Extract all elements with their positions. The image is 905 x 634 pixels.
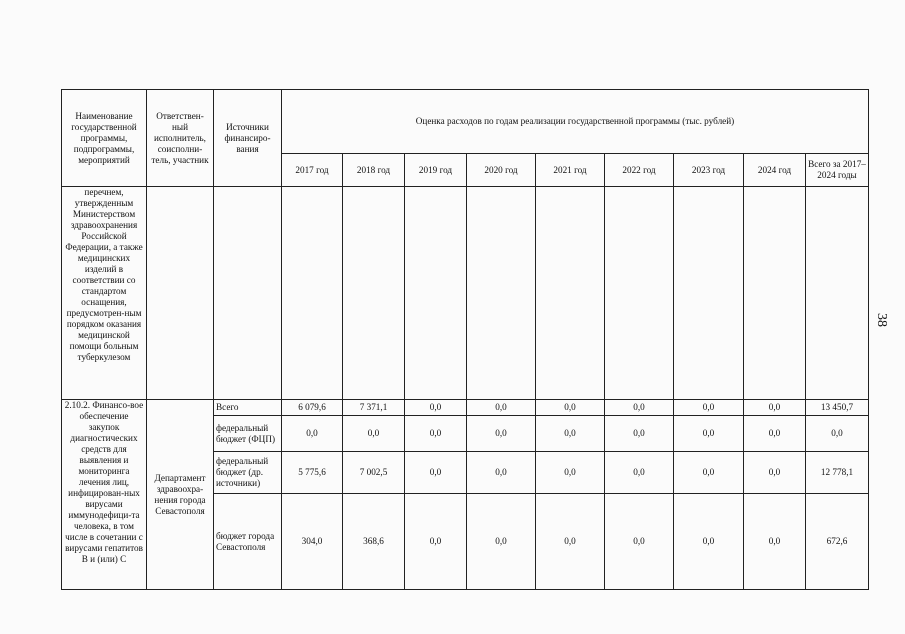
page-number: 38 — [874, 313, 889, 327]
source-total: Всего — [214, 400, 282, 416]
value-cell: 304,0 — [282, 494, 343, 590]
total-cell: 13 450,7 — [806, 400, 869, 416]
budget-table — [61, 89, 869, 590]
value-cell: 368,6 — [343, 494, 405, 590]
value-cell: 0,0 — [467, 494, 536, 590]
col-header-name: Наименование государственной программы, подпрограммы, мероприятий — [62, 90, 147, 187]
value-cell: 0,0 — [674, 494, 744, 590]
source-federal-fcp: федеральный бюджет (ФЦП) — [214, 416, 282, 452]
empty-cell — [806, 187, 869, 400]
empty-cell — [605, 187, 674, 400]
value-cell: 0,0 — [405, 494, 467, 590]
total-header: Всего за 2017–2024 годы — [806, 154, 869, 187]
value-cell: 0,0 — [467, 400, 536, 416]
value-cell: 0,0 — [536, 494, 605, 590]
empty-cell — [536, 187, 605, 400]
value-cell: 0,0 — [405, 452, 467, 494]
value-cell: 6 079,6 — [282, 400, 343, 416]
empty-cell — [343, 187, 405, 400]
value-cell: 0,0 — [467, 452, 536, 494]
value-cell: 0,0 — [674, 452, 744, 494]
col-header-responsible: Ответствен-ный исполнитель, соисполни-тель, участник — [147, 90, 214, 187]
value-cell: 0,0 — [467, 416, 536, 452]
value-cell: 7 002,5 — [343, 452, 405, 494]
value-cell: 0,0 — [744, 494, 806, 590]
value-cell: 0,0 — [605, 416, 674, 452]
value-cell: 0,0 — [744, 452, 806, 494]
total-cell: 672,6 — [806, 494, 869, 590]
year-2017-header: 2017 год — [282, 154, 343, 187]
value-cell: 0,0 — [744, 416, 806, 452]
measure-name: 2.10.2. Финансо-вое обеспечение закупок диагностических средств для выявления и мониторинга лечения лиц, инфицирован-ных вирусами иммунодефици-та человека, в том числе в сочетании с вирусами гепатитов B и (или) C — [62, 400, 147, 590]
empty-cell — [674, 187, 744, 400]
empty-cell — [282, 187, 343, 400]
value-cell: 7 371,1 — [343, 400, 405, 416]
value-cell: 0,0 — [536, 400, 605, 416]
table-row — [62, 400, 869, 416]
value-cell: 0,0 — [674, 400, 744, 416]
source-federal-other: федеральный бюджет (др. источники) — [214, 452, 282, 494]
value-cell: 0,0 — [674, 416, 744, 452]
year-2018-header: 2018 год — [343, 154, 405, 187]
year-2020-header: 2020 год — [467, 154, 536, 187]
col-header-sources: Источники финансиро-вания — [214, 90, 282, 187]
value-cell: 5 775,6 — [282, 452, 343, 494]
header-row — [62, 90, 869, 154]
value-cell: 0,0 — [605, 494, 674, 590]
measure-responsible: Департамент здравоохра-нения города Севастополя — [147, 400, 214, 590]
value-cell: 0,0 — [744, 400, 806, 416]
value-cell: 0,0 — [282, 416, 343, 452]
estimate-header: Оценка расходов по годам реализации государственной программы (тыс. рублей) — [282, 90, 869, 154]
value-cell: 0,0 — [536, 416, 605, 452]
empty-cell — [214, 187, 282, 400]
value-cell: 0,0 — [343, 416, 405, 452]
value-cell: 0,0 — [605, 400, 674, 416]
total-cell: 12 778,1 — [806, 452, 869, 494]
year-2022-header: 2022 год — [605, 154, 674, 187]
empty-cell — [405, 187, 467, 400]
year-2019-header: 2019 год — [405, 154, 467, 187]
year-2024-header: 2024 год — [744, 154, 806, 187]
source-sevastopol-budget: бюджет города Севастополя — [214, 494, 282, 590]
empty-cell — [467, 187, 536, 400]
continuation-row — [62, 187, 869, 400]
total-cell: 0,0 — [806, 416, 869, 452]
year-2023-header: 2023 год — [674, 154, 744, 187]
year-2021-header: 2021 год — [536, 154, 605, 187]
value-cell: 0,0 — [536, 452, 605, 494]
value-cell: 0,0 — [405, 416, 467, 452]
value-cell: 0,0 — [605, 452, 674, 494]
continuation-text: перечнем, утвержденным Министерством здравоохранения Российской Федерации, а также медицинских изделий в соответствии со стандартом оснащения, предусмотрен-ным порядком оказания медицинской помощи больным туберкулезом — [62, 187, 147, 400]
value-cell: 0,0 — [405, 400, 467, 416]
empty-cell — [744, 187, 806, 400]
empty-cell — [147, 187, 214, 400]
